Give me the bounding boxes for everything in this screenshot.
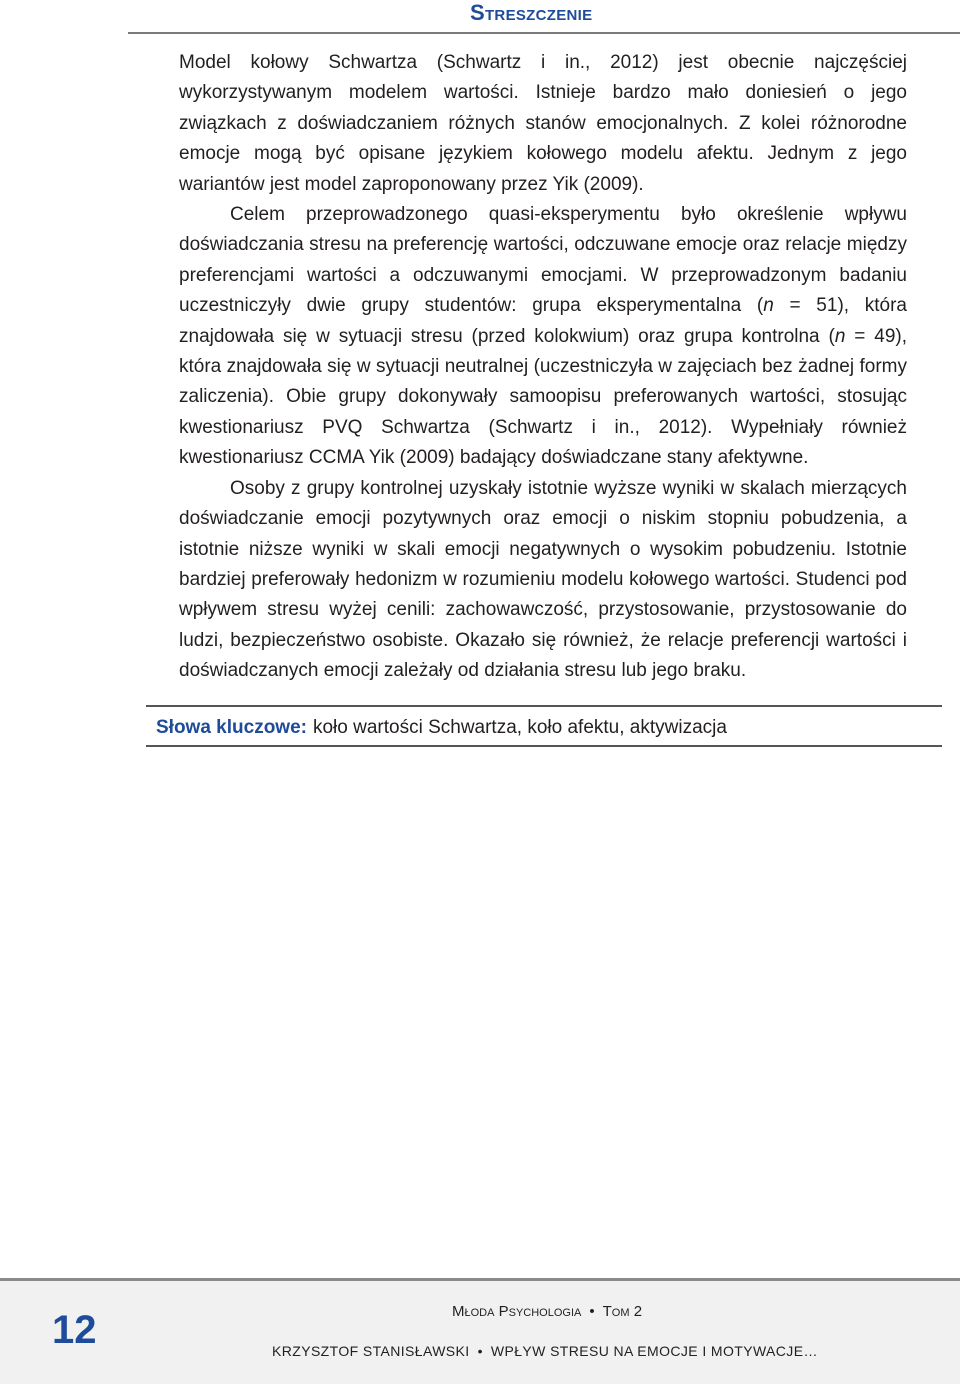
running-author: KRZYSZTOF STANISŁAWSKI: [272, 1343, 470, 1359]
bullet-separator: •: [477, 1343, 483, 1359]
running-article-title: WPŁYW STRESU NA EMOCJE I MOTYWACJE…: [490, 1343, 818, 1359]
page-footer: [0, 1278, 960, 1384]
keywords-top-rule: [146, 705, 942, 707]
bullet-separator: •: [589, 1303, 595, 1320]
abstract-paragraph-1: Model kołowy Schwartza (Schwartz i in., 2012) jest obecnie najczęściej wykorzystywanym modelem wartości. Istnieje bardzo mało doniesień o jego związkach z doświadczaniem różnych stanów emocjonalnych. Z kolei różnorodne emocje mogą być opisane językiem kołowego modelu afektu. Jednym z jego wariantów jest model zaproponowany przez Yik (2009).: [179, 52, 907, 195]
page-number: 12: [52, 1308, 97, 1352]
journal-volume: Tom 2: [602, 1303, 643, 1320]
abstract-paragraph-2-part-3: = 49), która znajdowała się w sytuacji neutralnej (uczestniczyła w zajęciach bez żadnej formy zaliczenia). Obie grupy dokonywały samoopisu preferowanych wartości, stosując kwestionariusz PVQ Schwartza (Schwartz i in., 2012). Wypełniały również kwestionariusz CCMA Yik (2009) badający doświadczane stany afektywne.: [179, 325, 907, 469]
abstract-body: [179, 48, 907, 687]
running-title: [272, 1343, 818, 1359]
keywords-bottom-rule: [146, 745, 942, 747]
journal-name: Młoda Psychologia: [452, 1303, 582, 1320]
keywords-line: [156, 714, 727, 742]
sample-size-symbol: n: [763, 295, 774, 317]
section-heading: Streszczenie: [470, 0, 593, 25]
header-rule: [128, 32, 960, 34]
journal-line: [452, 1303, 642, 1320]
abstract-paragraph-2-part-1: Celem przeprowadzonego quasi-eksperymentu było określenie wpływu doświadczania stresu na preferencję wartości, odczuwane emocje oraz relacje między preferencjami wartości a odczuwanymi emocjami. W przeprowadzonym badaniu uczestniczyły dwie grupy studentów: grupa eksperymentalna (: [179, 204, 907, 317]
abstract-paragraph-2-part-2: = 51), która znajdowała się w sytuacji stresu (przed kolokwium) oraz grupa kontrolna (: [179, 295, 907, 347]
keywords-text: koło wartości Schwartza, koło afektu, aktywizacja: [312, 717, 727, 738]
abstract-paragraph-3: Osoby z grupy kontrolnej uzyskały istotnie wyższe wyniki w skalach mierzących doświadczanie emocji pozytywnych oraz emocji o niskim stopniu pobudzenia, a istotnie niższe wyniki w skali emocji negatywnych o wysokim pobudzeniu. Istotnie bardziej preferowały hedonizm w rozumieniu modelu kołowego wartości. Studenci pod wpływem stresu wyżej cenili: zachowawczość, przystosowanie, przystosowanie do ludzi, bezpieczeństwo osobiste. Okazało się również, że relacje preferencji wartości i doświadczanych emocji zależały od działania stresu lub jego braku.: [179, 477, 907, 682]
sample-size-symbol: n: [834, 325, 846, 347]
keywords-label: Słowa kluczowe:: [156, 717, 307, 738]
abstract-paragraph-2: [179, 200, 907, 474]
